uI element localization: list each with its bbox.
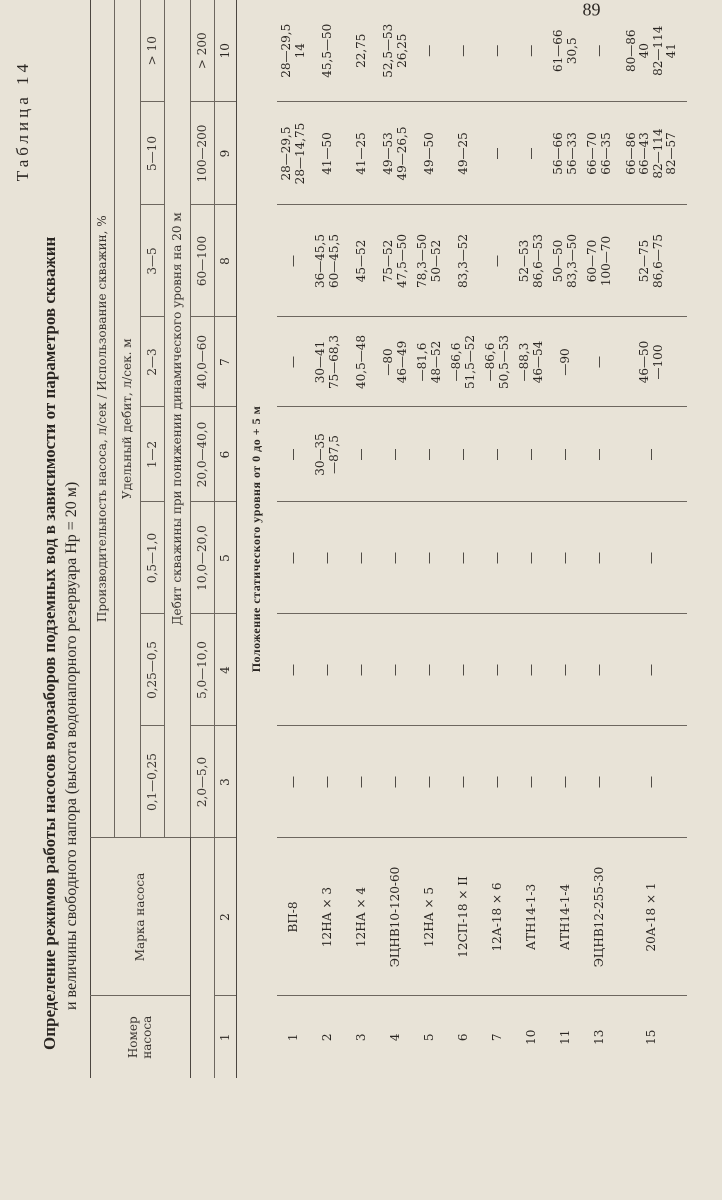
col-header-productivity: Производительность насоса, л/сек: [94, 402, 109, 623]
cell-c9: —: [515, 102, 549, 205]
cell-c6: —: [515, 407, 549, 502]
col-header-debit-1: 2,0—5,0: [191, 726, 215, 838]
cell-c3: —: [345, 726, 379, 838]
cell-c9: 41—50: [311, 102, 345, 205]
cell-brand: АТН14-1-3: [515, 838, 549, 996]
cell-c6: —: [617, 407, 687, 502]
cell-no: 7: [481, 996, 515, 1078]
cell-brand: 12НА × 5: [413, 838, 447, 996]
cell-c8: —: [277, 205, 311, 317]
cell-no: 1: [277, 996, 311, 1078]
cell-c9: [277, 102, 311, 205]
cell-c10: [549, 0, 583, 102]
col-header-specific-5: 2—3: [141, 317, 165, 407]
cell-no: 4: [379, 996, 413, 1078]
cell-c7: [379, 317, 413, 407]
cell-multiline-text: 52,5—53 26,25: [381, 23, 409, 78]
table-label: Таблица 14: [13, 60, 32, 182]
table-row: [549, 0, 583, 1078]
cell-c5: —: [583, 502, 617, 614]
col-header-specific-4: 1—2: [141, 407, 165, 502]
cell-c10: —: [591, 44, 606, 57]
table-row: [617, 0, 687, 1078]
cell-c10: —: [489, 44, 504, 57]
col-number-3: 3: [215, 726, 237, 838]
cell-c3: —: [481, 726, 515, 838]
table-row: [447, 0, 481, 1078]
col-number-2: 2: [215, 838, 237, 996]
cell-multiline-text: 56—66 56—33: [551, 132, 579, 175]
cell-multiline-text: 28—29,5 14: [279, 23, 307, 78]
cell-c6: —: [345, 407, 379, 502]
cell-multiline-text: 46—50 —100: [637, 340, 665, 384]
cell-c6: —: [549, 407, 583, 502]
cell-no: 13: [583, 996, 617, 1078]
col-header-specific-3: 0,5—1,0: [141, 502, 165, 614]
cell-no: 15: [617, 996, 687, 1078]
cell-c8: [515, 205, 549, 317]
cell-brand: 12СП-18 × II: [447, 838, 481, 996]
cell-c8: 83,3—52: [447, 205, 481, 317]
col-header-specific-2: 0,25—0,5: [141, 614, 165, 726]
cell-c4: —: [617, 614, 687, 726]
col-header-debit-8: > 200: [191, 0, 215, 102]
cell-c5: —: [549, 502, 583, 614]
cell-c6: —: [583, 407, 617, 502]
cell-multiline-text: 80—86 40 82—114 41: [624, 25, 678, 76]
cell-multiline-text: 36—45,5 60—45,5: [313, 234, 341, 288]
table-row: [379, 0, 413, 1078]
col-header-specific-8: > 10: [141, 0, 165, 102]
cell-multiline-text: 60—70 100—70: [585, 235, 613, 287]
cell-c10: [277, 0, 311, 102]
cell-c8: 45—52: [345, 205, 379, 317]
cell-c5: —: [277, 502, 311, 614]
cell-c10: —: [455, 44, 470, 57]
cell-c7: [481, 317, 515, 407]
cell-c3: —: [447, 726, 481, 838]
cell-multiline-text: 66—70 66—35: [585, 132, 613, 175]
cell-no: 2: [311, 996, 345, 1078]
cell-multiline-text: —80 46—49: [381, 340, 409, 384]
cell-no: 10: [515, 996, 549, 1078]
table-row: [413, 0, 447, 1078]
cell-c3: —: [379, 726, 413, 838]
cell-multiline-text: 52—75 86,6—75: [637, 234, 665, 288]
col-header-specific-1: 0,1—0,25: [141, 726, 165, 838]
col-number-8: 8: [215, 205, 237, 317]
cell-c10: 22,75: [353, 33, 368, 68]
cell-c8: —: [481, 205, 515, 317]
table-row: [311, 0, 345, 1078]
col-header-debit-2: 5,0—10,0: [191, 614, 215, 726]
cell-c3: —: [311, 726, 345, 838]
col-number-10: 10: [215, 0, 237, 102]
cell-c10: —: [421, 44, 436, 57]
cell-c5: —: [345, 502, 379, 614]
cell-c7: —: [277, 317, 311, 407]
cell-multiline-text: 30—41 75—68,3: [313, 335, 341, 389]
table-row: [583, 0, 617, 1078]
col-header-debit-7: 100—200: [191, 102, 215, 205]
col-header-usage: Использование скважин, %: [94, 215, 109, 391]
col-number-1: 1: [215, 996, 237, 1078]
cell-multiline-text: 78,3—50 50—52: [415, 234, 443, 288]
cell-c4: —: [583, 614, 617, 726]
cell-c3: —: [549, 726, 583, 838]
cell-c6: [311, 407, 345, 502]
cell-multiline-text: 66—86 66—43 82—114 82—57: [624, 128, 678, 179]
cell-c5: —: [481, 502, 515, 614]
col-header-debit-5: 40,0—60: [191, 317, 215, 407]
cell-c4: —: [481, 614, 515, 726]
cell-c8: [311, 205, 345, 317]
cell-brand: ВП-8: [277, 838, 311, 996]
cell-c9: 49—25: [447, 102, 481, 205]
cell-c7: [311, 317, 345, 407]
cell-c4: —: [447, 614, 481, 726]
col-header-productivity-usage: Производительность насоса, л/сек / Использование скважин, %: [91, 0, 115, 838]
col-header-debit-4: 20,0—40,0: [191, 407, 215, 502]
col-header-debit-6: 60—100: [191, 205, 215, 317]
col-number-7: 7: [215, 317, 237, 407]
cell-no: 6: [447, 996, 481, 1078]
cell-c3: —: [583, 726, 617, 838]
col-header-specific-7: 5—10: [141, 102, 165, 205]
cell-c9: [379, 102, 413, 205]
col-number-4: 4: [215, 614, 237, 726]
cell-multiline-text: 49—53 49—26,5: [381, 126, 409, 181]
page-number: 89: [582, 0, 601, 20]
col-header-specific-6: 3—5: [141, 205, 165, 317]
cell-brand: ЭЦНВ10-120-60: [379, 838, 413, 996]
cell-multiline-text: 52—53 86,6—53: [517, 234, 545, 288]
cell-c7: [617, 317, 687, 407]
cell-c7: [515, 317, 549, 407]
cell-c8: [617, 205, 687, 317]
col-header-pump-brand: Марка насоса: [91, 838, 191, 996]
table-title-line1: Определение режимов работы насосов водозаборов подземных вод в зависимости от параметров скважин: [40, 236, 59, 1050]
cell-c6: —: [447, 407, 481, 502]
cell-c6: —: [413, 407, 447, 502]
cell-c5: —: [413, 502, 447, 614]
cell-c4: —: [413, 614, 447, 726]
cell-brand: ЭЦНВ12-255-30: [583, 838, 617, 996]
col-number-9: 9: [215, 102, 237, 205]
cell-multiline-text: 61—66 30,5: [551, 29, 579, 73]
cell-brand: 12НА × 4: [345, 838, 379, 996]
cell-c8: [583, 205, 617, 317]
cell-multiline-text: 28—29,5 28—14,75: [279, 122, 307, 185]
cell-c3: —: [515, 726, 549, 838]
cell-c7: [447, 317, 481, 407]
cell-c5: —: [515, 502, 549, 614]
table-row: [481, 0, 515, 1078]
cell-c5: —: [311, 502, 345, 614]
col-header-pump-number: Номер насоса: [91, 996, 191, 1078]
pump-modes-table: [90, 0, 678, 1078]
cell-multiline-text: 50—50 83,3—50: [551, 234, 579, 288]
cell-c9: 41—25: [345, 102, 379, 205]
cell-brand: 12А-18 × 6: [481, 838, 515, 996]
col-number-6: 6: [215, 407, 237, 502]
cell-c7: 40,5—48: [345, 317, 379, 407]
col-header-debit-3: 10,0—20,0: [191, 502, 215, 614]
cell-c9: —: [481, 102, 515, 205]
cell-multiline-text: —81,6 48—52: [415, 340, 443, 384]
cell-c9: 49—50: [413, 102, 447, 205]
cell-c5: —: [379, 502, 413, 614]
cell-c10: [379, 0, 413, 102]
cell-c6: —: [379, 407, 413, 502]
cell-brand: АТН14-1-4: [549, 838, 583, 996]
cell-c4: —: [515, 614, 549, 726]
cell-c10: [617, 0, 687, 102]
cell-multiline-text: 75—52 47,5—50: [381, 234, 409, 288]
cell-c4: —: [549, 614, 583, 726]
cell-c5: —: [617, 502, 687, 614]
cell-no: 3: [345, 996, 379, 1078]
cell-c6: —: [277, 407, 311, 502]
cell-c8: [379, 205, 413, 317]
cell-c4: —: [345, 614, 379, 726]
cell-no: 11: [549, 996, 583, 1078]
cell-c3: —: [413, 726, 447, 838]
cell-c8: [549, 205, 583, 317]
cell-brand: 12НА × 3: [311, 838, 345, 996]
cell-c9: [549, 102, 583, 205]
col-header-specific-debit: Удельный дебит, л/сек. м: [115, 0, 141, 838]
cell-c7: —90: [549, 317, 583, 407]
cell-multiline-text: —88,3 46—54: [517, 340, 545, 384]
cell-c6: —: [481, 407, 515, 502]
table-row: [345, 0, 379, 1078]
cell-c9: [583, 102, 617, 205]
cell-c5: —: [447, 502, 481, 614]
section-title: Положение статического уровня от 0 до + 5 м: [249, 405, 264, 673]
cell-c3: —: [617, 726, 687, 838]
cell-no: 5: [413, 996, 447, 1078]
table-title-line2: и величины свободного напора (высота водонапорного резервуара Hр = 20 м): [63, 481, 80, 1010]
table-row: [277, 0, 311, 1078]
col-number-5: 5: [215, 502, 237, 614]
cell-c4: —: [379, 614, 413, 726]
table-row: [515, 0, 549, 1078]
cell-c7: —: [583, 317, 617, 407]
cell-brand: 20А-18 × 1: [617, 838, 687, 996]
cell-multiline-text: 30—35 —87,5: [313, 433, 341, 476]
cell-c10: 45,5—50: [319, 23, 334, 78]
col-header-well-debit: Дебит скважины при понижении динамического уровня на 20 м: [165, 0, 191, 838]
cell-c3: —: [277, 726, 311, 838]
cell-c7: [413, 317, 447, 407]
cell-c8: [413, 205, 447, 317]
cell-multiline-text: —86,6 50,5—53: [483, 335, 511, 389]
cell-c4: —: [311, 614, 345, 726]
cell-multiline-text: —86,6 51,5—52: [449, 335, 477, 389]
cell-c4: —: [277, 614, 311, 726]
cell-c9: [617, 102, 687, 205]
cell-c10: —: [523, 44, 538, 57]
